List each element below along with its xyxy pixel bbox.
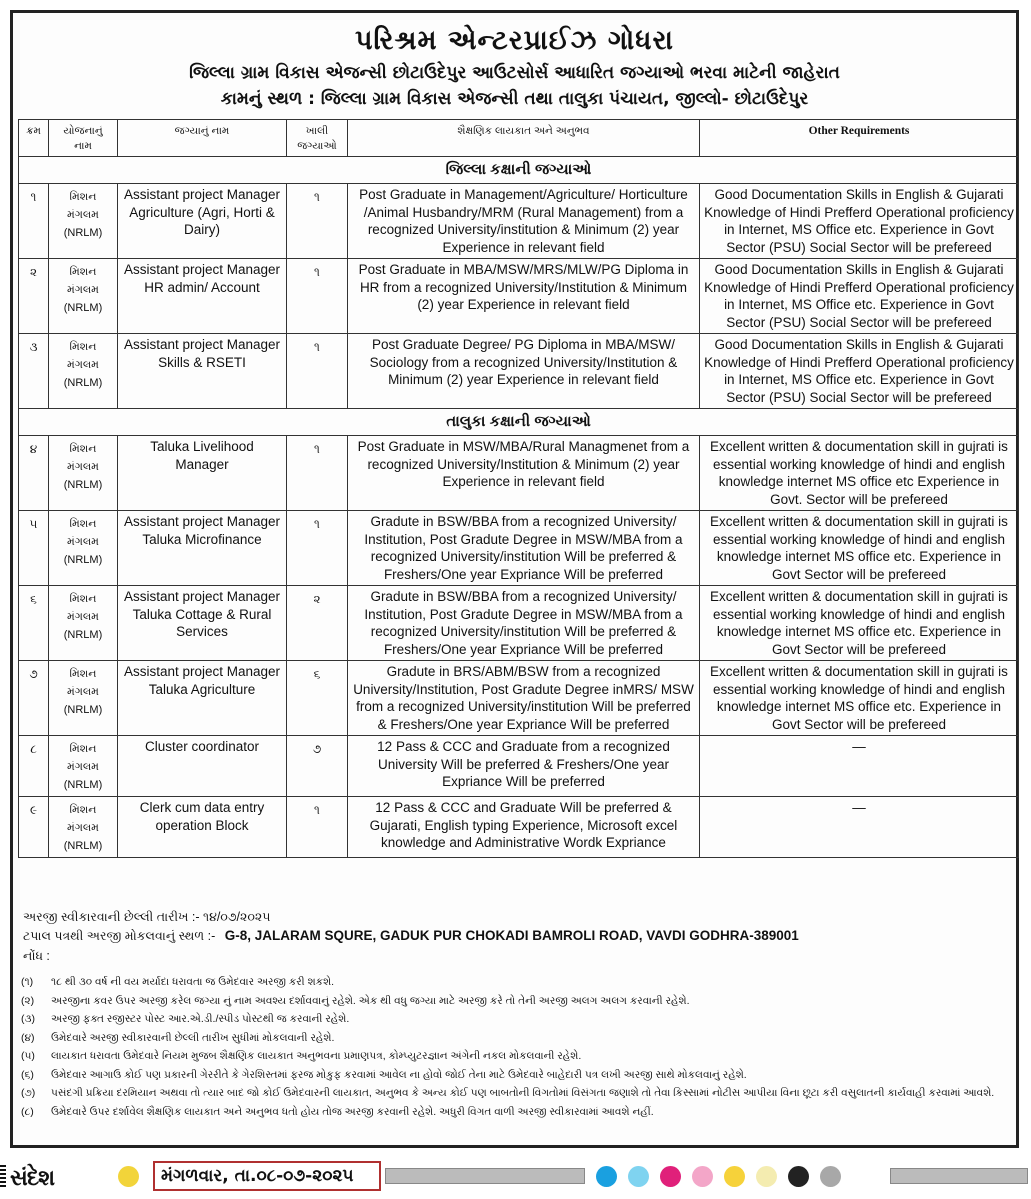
color-dot (756, 1166, 777, 1187)
note-item (21, 1066, 1016, 1085)
color-dot (724, 1166, 745, 1187)
ad-title: પરિશ્રમ એન્ટરપ્રાઈઝ ગોધરા (354, 25, 675, 56)
scheme-name-line: (NRLM) (63, 377, 103, 389)
post-cell: Assistant project Manager Agriculture (Agri, Horti & Dairy) (118, 184, 287, 259)
scheme-name-line: મંગલમ (67, 686, 99, 698)
scheme-cell (49, 436, 118, 511)
scheme-name-line: મંગલમ (67, 209, 99, 221)
scheme-name-line: (NRLM) (63, 479, 103, 491)
scheme-name-line: મિશન (69, 743, 97, 755)
scheme-name-line: (NRLM) (63, 629, 103, 641)
color-dot (628, 1166, 649, 1187)
scheme-name-line: મંગલમ (67, 822, 99, 834)
edition-date: મંગળવાર, તા.૦૮-૦૭-૨૦૨૫ (153, 1161, 381, 1191)
scheme-name-line: (NRLM) (63, 704, 103, 716)
qualification-cell: Gradute in BSW/BBA from a recognized University/ Institution, Post Gradute Degree in MSW/MBA from a recognized University/institution Will be preferred & Freshers/One year Expriance Will be preferred (348, 586, 700, 661)
grey-bar-right (890, 1168, 1028, 1184)
newspaper-brand: સંદેશ (10, 1165, 55, 1191)
postal-address: G-8, JALARAM SQURE, GADUK PUR CHOKADI BAMROLI ROAD, VAVDI GODHRA-389001 (224, 928, 799, 943)
scheme-cell (49, 736, 118, 797)
other-requirements-cell: Good Documentation Skills in English & Gujarati Knowledge of Hindi Prefferd Operational proficiency in Internet, MS Office etc. Experience in Govt Sector (PSU) Social Sector will be prefereed (700, 334, 1019, 409)
post-cell: Clerk cum data entry operation Block (118, 797, 287, 858)
notes-title: નોંધ : (23, 949, 50, 963)
qualification-cell: 12 Pass & CCC and Graduate from a recognized University Will be preferred & Freshers/One year Expriance Will be preferred (348, 736, 700, 797)
scheme-name-line: (NRLM) (63, 779, 103, 791)
section-row-taluka (19, 409, 1019, 436)
table-row (19, 736, 1019, 797)
color-dot (118, 1166, 139, 1187)
note-item (21, 1084, 1016, 1103)
color-dot (692, 1166, 713, 1187)
post-cell: Assistant project Manager HR admin/ Account (118, 259, 287, 334)
brand-stripe (0, 1165, 6, 1189)
scheme-name-line: મંગલમ (67, 359, 99, 371)
note-item (21, 1029, 1016, 1048)
other-requirements-cell: — (700, 736, 1019, 797)
note-text: પસંદગી પ્રક્રિયા દરમિયાન અથવા તો ત્યાર બાદ જો કોઈ ઉમેદવારની લાયકાત, અનુભવ કે અન્ય કોઈ પણ બાબતોની વિગતોમાં વિસંગતા જણાશે તો તેવા કિસ્સામાં નોટીસ આપીયા વિના છૂટા કરી વસુલાતની કાર્યવાહી કરવામાં આવશે. (51, 1087, 995, 1099)
note-text: અરજીના કવર ઉપર અરજી કરેલ જગ્યા નું નામ અવશ્ય દર્શાવવાનું રહેશે. એક થી વધુ જગ્યા માટે અરજી કરે તો તેની અરજી અલગ અલગ કરવાની રહેશે. (51, 994, 690, 1007)
scheme-name-line: મંગલમ (67, 761, 99, 773)
scheme-name-line: મંગલમ (67, 461, 99, 473)
newspaper-footer (0, 1157, 1031, 1197)
color-dot (596, 1166, 617, 1187)
note-text: ઉમેદવાર આગાઉ કોઈ પણ પ્રકારની ગેરરીતે કે ગેરશિસ્તમાં ફરજ મોકુફ કરવામાં આવેલ ના હોવો જોઈ તેના માટે ઉમેદવારે બાહેદારી પત્ર લખી અરજી સાથે મોકલવાનું રહેશે. (51, 1068, 747, 1081)
note-item (21, 1047, 1016, 1066)
scheme-name-line: (NRLM) (63, 840, 103, 852)
qualification-cell: 12 Pass & CCC and Graduate Will be preferred & Gujarati, English typing Experience, Microsoft excel knowledge and Administrative Wordk Expriance (348, 797, 700, 858)
col-header-vacancy: ખાલી જગ્યાઓ (287, 120, 348, 157)
table-row (19, 511, 1019, 586)
serial-cell: ૩ (19, 334, 49, 409)
qualification-cell: Post Graduate in MBA/MSW/MRS/MLW/PG Diploma in HR from a recognized University/Institution & Minimum (2) year Experience in relevant field (348, 259, 700, 334)
scheme-name-line: મિશન (69, 518, 97, 530)
scheme-cell (49, 184, 118, 259)
note-item (21, 1010, 1016, 1029)
post-cell: Assistant project Manager Taluka Microfinance (118, 511, 287, 586)
note-text: લાયકાત ધરાવતા ઉમેદવારે નિયમ મુજબ શૈક્ષણિક લાયકાત અનુભવના પ્રમાણપત્ર, કોમ્પ્યુટરજ્ઞાન અંગેની નકલ મોકલવાની રહેશે. (51, 1050, 582, 1062)
scheme-name-line: મિશન (69, 191, 97, 203)
col-header-qualification: શૈક્ષણિક લાયકાત અને અનુભવ (348, 120, 700, 157)
other-requirements-cell: Good Documentation Skills in English & Gujarati Knowledge of Hindi Prefferd Operational proficiency in Internet, MS Office etc. Experience in Govt Sector (PSU) Social Sector will be prefereed (700, 184, 1019, 259)
serial-cell: ૯ (19, 797, 49, 858)
note-number: (૪) (21, 1031, 35, 1044)
scheme-cell (49, 259, 118, 334)
vacancy-cell: ૧ (287, 184, 348, 259)
table-row (19, 586, 1019, 661)
vacancy-cell: ૬ (287, 661, 348, 736)
qualification-cell: Post Graduate Degree/ PG Diploma in MBA/MSW/ Sociology from a recognized University/Institution & Minimum (2) year Experience in relevant field (348, 334, 700, 409)
vacancy-cell: ૭ (287, 736, 348, 797)
other-requirements-cell: Good Documentation Skills in English & Gujarati Knowledge of Hindi Prefferd Operational proficiency in Internet, MS Office etc. Experience in Govt Sector (PSU) Social Sector will be prefereed (700, 259, 1019, 334)
color-dot (788, 1166, 809, 1187)
other-requirements-cell: Excellent written & documentation skill in gujrati is essential working knowledge of hindi and english knowledge internet MS office etc. Experience in Govt Sector will be prefereed (700, 661, 1019, 736)
scheme-name-line: (NRLM) (63, 554, 103, 566)
note-item (21, 992, 1016, 1011)
address-label: ટપાલ પત્રથી અરજી મોકલવાનું સ્થળ :- (23, 929, 216, 943)
advertisement-sheet (10, 10, 1019, 1148)
note-number: (૮) (21, 1105, 34, 1118)
note-number: (૬) (21, 1068, 34, 1081)
vacancy-cell: ૨ (287, 586, 348, 661)
ad-subtitle: જિલ્લા ગ્રામ વિકાસ એજન્સી છોટાઉદેપુર આઉટસોર્સ આધારિત જગ્યાઓ ભરવા માટેની જાહેરાત (189, 63, 840, 83)
note-number: (૭) (21, 1087, 36, 1099)
serial-cell: ૨ (19, 259, 49, 334)
qualification-cell: Post Graduate in Management/Agriculture/ Horticulture /Animal Husbandry/MRM (Rural Management) from a recognized University/institution & Minimum (2) year Experience in relevant field (348, 184, 700, 259)
scheme-cell (49, 334, 118, 409)
scheme-name-line: (NRLM) (63, 227, 103, 239)
scheme-name-line: મિશન (69, 593, 97, 605)
serial-cell: ૪ (19, 436, 49, 511)
scheme-cell (49, 661, 118, 736)
qualification-cell: Post Graduate in MSW/MBA/Rural Managmenet from a recognized University/Institution & Minimum (2) year Experience in relevant field (348, 436, 700, 511)
post-cell: Cluster coordinator (118, 736, 287, 797)
table-row (19, 797, 1019, 858)
scheme-name-line: (NRLM) (63, 302, 103, 314)
scheme-name-line: મંગલમ (67, 536, 99, 548)
scheme-cell (49, 797, 118, 858)
table-row (19, 334, 1019, 409)
note-item (21, 973, 1016, 992)
grey-bar (385, 1168, 585, 1184)
col-header-other: Other Requirements (700, 120, 1019, 157)
vacancy-table (18, 119, 1019, 858)
serial-cell: ૭ (19, 661, 49, 736)
vacancy-cell: ૧ (287, 797, 348, 858)
other-requirements-cell: — (700, 797, 1019, 858)
other-requirements-cell: Excellent written & documentation skill in gujrati is essential working knowledge of hindi and english knowledge internet MS office etc. Experience in Govt Sector will be prefereed (700, 586, 1019, 661)
table-header-row (19, 120, 1019, 157)
vacancy-cell: ૧ (287, 511, 348, 586)
post-cell: Assistant project Manager Taluka Cottage & Rural Services (118, 586, 287, 661)
table-row (19, 259, 1019, 334)
scheme-cell (49, 586, 118, 661)
section-heading: જિલ્લા કક્ષાની જગ્યાઓ (19, 157, 1019, 184)
post-cell: Assistant project Manager Taluka Agriculture (118, 661, 287, 736)
postal-address-line (23, 928, 799, 944)
qualification-cell: Gradute in BRS/ABM/BSW from a recognized University/Institution, Post Gradute Degree inMRS/ MSW from a recognized University/institution Will be preferred & Freshers/One year Expriance Will be preferred (348, 661, 700, 736)
last-date: અરજી સ્વીકારવાની છેલ્લી તારીખ :- ૧૪/૦૭/૨૦૨૫ (23, 910, 271, 924)
serial-cell: ૧ (19, 184, 49, 259)
serial-cell: ૫ (19, 511, 49, 586)
color-dot (820, 1166, 841, 1187)
col-header-scheme: યોજનાનું નામ (49, 120, 118, 157)
serial-cell: ૬ (19, 586, 49, 661)
note-number: (૫) (21, 1050, 35, 1062)
note-item (21, 1103, 1016, 1122)
table-row (19, 184, 1019, 259)
section-heading: તાલુકા કક્ષાની જગ્યાઓ (19, 409, 1019, 436)
scheme-name-line: મંગલમ (67, 284, 99, 296)
col-header-serial: ક્રમ (19, 120, 49, 157)
table-row (19, 661, 1019, 736)
scheme-name-line: મિશન (69, 804, 97, 816)
section-row-district (19, 157, 1019, 184)
vacancy-cell: ૧ (287, 334, 348, 409)
note-number: (૨) (21, 994, 35, 1007)
table-body (19, 157, 1019, 858)
note-text: અરજી ફક્ત રજીસ્ટર પોસ્ટ આર.એ.ડી./સ્પીડ પોસ્ટથી જ કરવાની રહેશે. (51, 1013, 350, 1025)
scheme-name-line: મિશન (69, 443, 97, 455)
other-requirements-cell: Excellent written & documentation skill in gujrati is essential working knowledge of hindi and english knowledge internet MS office etc Experience in Govt. Sector will be prefereed (700, 436, 1019, 511)
scheme-name-line: મિશન (69, 668, 97, 680)
qualification-cell: Gradute in BSW/BBA from a recognized University/ Institution, Post Gradute Degree in MSW/MBA from a recognized University/institution Will be preferred & Freshers/One year Expriance Will be preferred (348, 511, 700, 586)
scheme-name-line: મંગલમ (67, 611, 99, 623)
note-number: (૧) (21, 976, 34, 988)
scheme-name-line: મિશન (69, 341, 97, 353)
vacancy-cell: ૧ (287, 259, 348, 334)
other-requirements-cell: Excellent written & documentation skill in gujrati is essential working knowledge of hindi and english knowledge internet MS office etc. Experience in Govt Sector will be prefereed (700, 511, 1019, 586)
serial-cell: ૮ (19, 736, 49, 797)
table-row (19, 436, 1019, 511)
vacancy-cell: ૧ (287, 436, 348, 511)
work-place: કામનું સ્થળ : જિલ્લા ગ્રામ વિકાસ એજન્સી તથા તાલુકા પંચાયત, જીલ્લો- છોટાઉદેપુર (220, 89, 809, 109)
scheme-name-line: મિશન (69, 266, 97, 278)
note-text: ઉમેદવારે ઉપર દર્શાવેલ શૈક્ષણિક લાયકાત અને અનુભવ ધતો હોય તોજ અરજી કરવાની રહેશે. અધુરી વિગત વાળી અરજી સ્વીકારવામાં આવશે નહીં. (51, 1105, 654, 1118)
post-cell: Assistant project Manager Skills & RSETI (118, 334, 287, 409)
color-dot (660, 1166, 681, 1187)
post-cell: Taluka Livelihood Manager (118, 436, 287, 511)
col-header-post: જગ્યાનું નામ (118, 120, 287, 157)
scheme-cell (49, 511, 118, 586)
note-text: ૧૮ થી ૩૦ વર્ષ ની વય મર્યાદા ધરાવતા જ ઉમેદવાર અરજી કરી શકશે. (51, 976, 335, 988)
notes-list (21, 973, 1016, 1121)
note-number: (૩) (21, 1013, 35, 1025)
note-text: ઉમેદવારે અરજી સ્વીકારવાની છેલ્લી તારીખ સુધીમાં મોકલવાની રહેશે. (51, 1031, 335, 1044)
